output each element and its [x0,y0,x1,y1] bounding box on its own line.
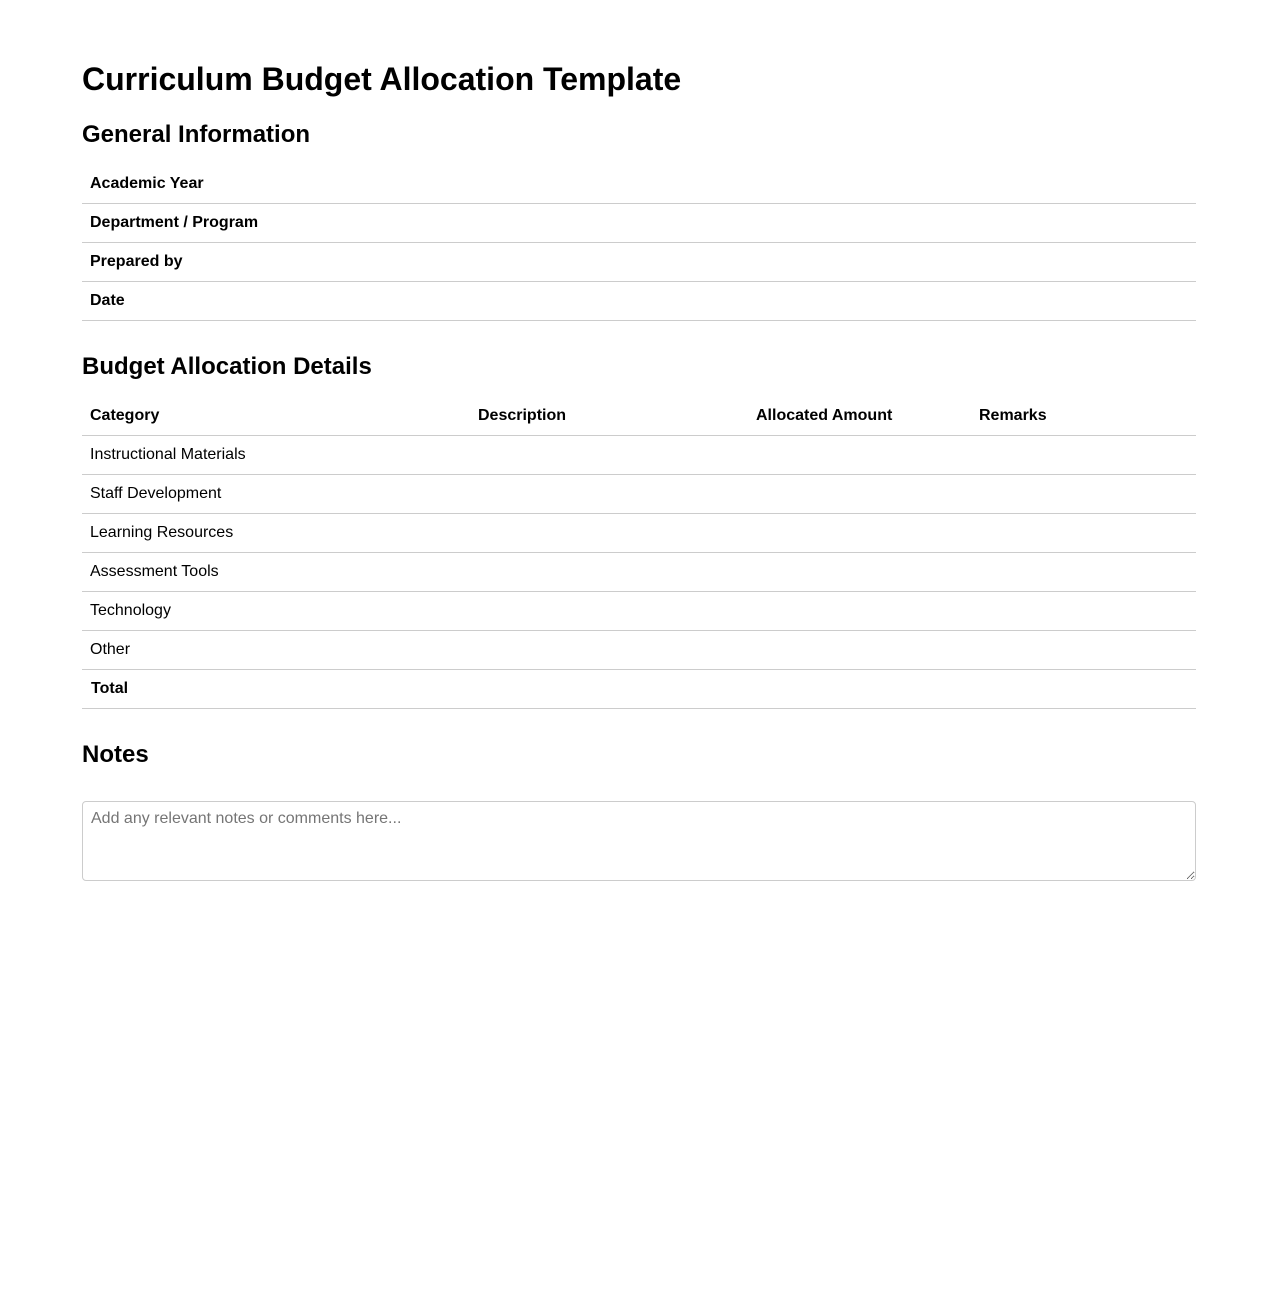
total-label: Total [82,670,470,709]
column-header-category: Category [82,397,470,436]
amount-cell[interactable] [748,514,971,553]
total-remarks-cell[interactable] [971,670,1196,709]
description-cell[interactable] [470,592,748,631]
column-header-remarks: Remarks [971,397,1196,436]
academic-year-label: Academic Year [82,165,1107,204]
department-label: Department / Program [82,204,1107,243]
description-cell[interactable] [470,514,748,553]
page-title: Curriculum Budget Allocation Template [82,61,682,97]
category-cell: Technology [82,592,470,631]
prepared-by-label: Prepared by [82,243,1107,282]
total-row [82,670,1196,709]
column-header-description: Description [470,397,748,436]
table-row [82,631,1196,670]
description-cell[interactable] [470,553,748,592]
notes-textarea[interactable] [82,801,1196,881]
table-row [82,553,1196,592]
date-value[interactable] [1107,282,1196,321]
info-row-date [82,282,1196,321]
description-cell[interactable] [470,631,748,670]
prepared-by-value[interactable] [1107,243,1196,282]
budget-allocation-heading: Budget Allocation Details [82,353,372,380]
info-row-department [82,204,1196,243]
category-cell: Other [82,631,470,670]
remarks-cell[interactable] [971,475,1196,514]
table-row [82,475,1196,514]
category-cell: Staff Development [82,475,470,514]
description-cell[interactable] [470,475,748,514]
notes-heading: Notes [82,741,149,768]
general-information-heading: General Information [82,121,311,148]
table-header-row [82,397,1196,436]
table-row [82,436,1196,475]
amount-cell[interactable] [748,553,971,592]
info-row-prepared-by [82,243,1196,282]
category-cell: Learning Resources [82,514,470,553]
remarks-cell[interactable] [971,592,1196,631]
academic-year-value[interactable] [1107,165,1196,204]
remarks-cell[interactable] [971,631,1196,670]
category-cell: Instructional Materials [82,436,470,475]
total-description-cell [470,670,748,709]
column-header-allocated-amount: Allocated Amount [748,397,971,436]
department-value[interactable] [1107,204,1196,243]
general-information-table [82,165,1196,321]
table-row [82,514,1196,553]
amount-cell[interactable] [748,436,971,475]
amount-cell[interactable] [748,592,971,631]
description-cell[interactable] [470,436,748,475]
remarks-cell[interactable] [971,436,1196,475]
amount-cell[interactable] [748,631,971,670]
remarks-cell[interactable] [971,553,1196,592]
category-cell: Assessment Tools [82,553,470,592]
remarks-cell[interactable] [971,514,1196,553]
info-row-academic-year [82,165,1196,204]
amount-cell[interactable] [748,475,971,514]
total-amount-cell[interactable] [748,670,971,709]
table-row [82,592,1196,631]
budget-allocation-table [82,397,1196,709]
date-label: Date [82,282,1107,321]
